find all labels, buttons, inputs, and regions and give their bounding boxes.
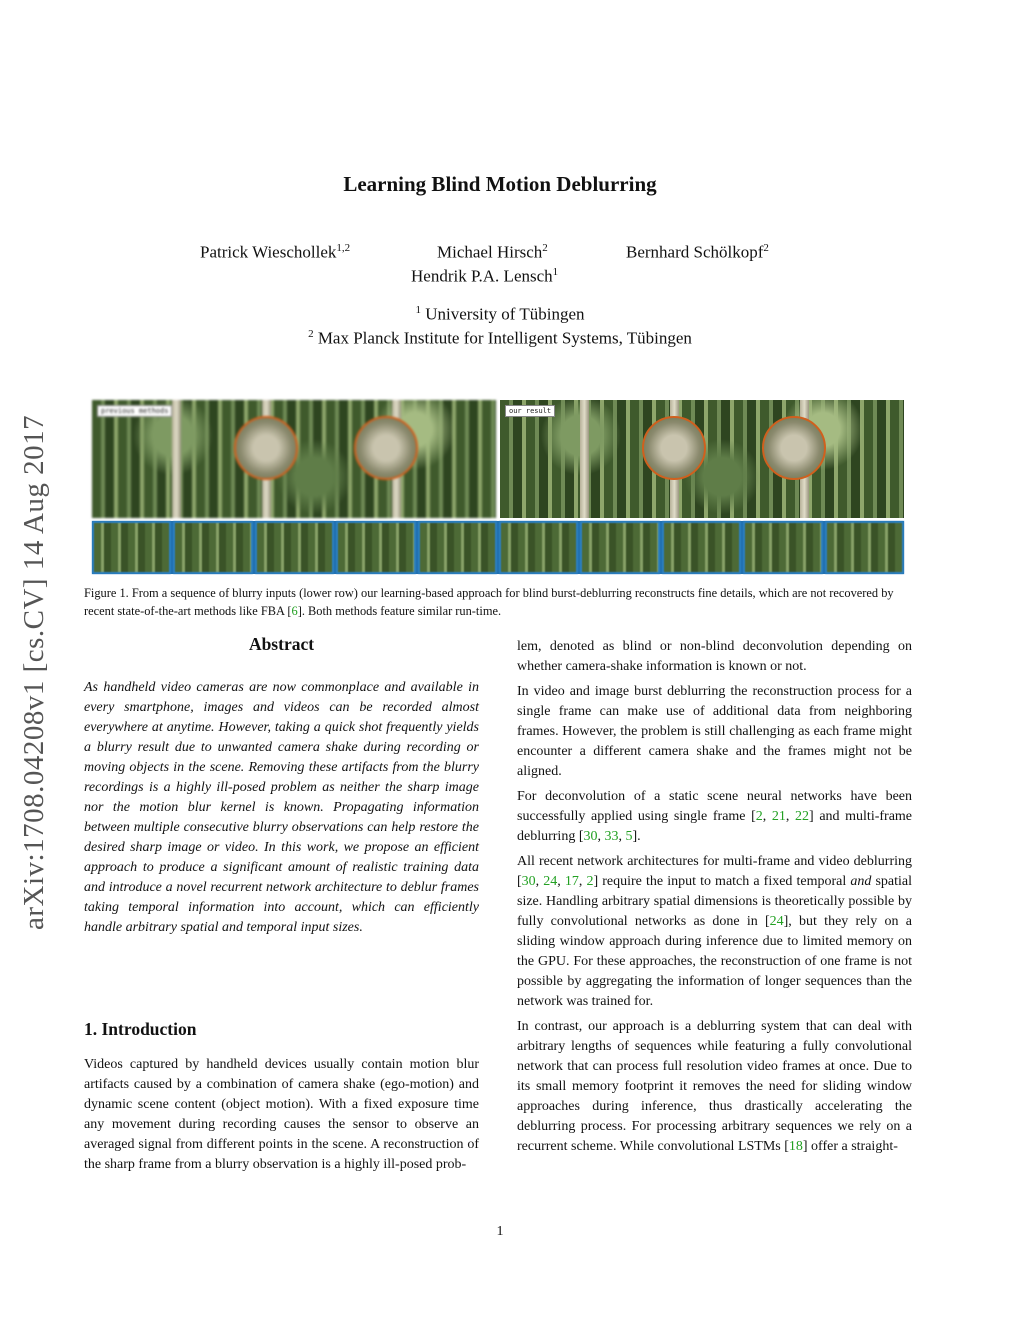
author-name: Hendrik P.A. Lensch bbox=[411, 266, 553, 286]
paragraph: For deconvolution of a static scene neural networks have been successfully applied using single frame [2, 21, 22] and multi-frame deblurring [30, 33, 5]. bbox=[517, 789, 913, 844]
citation-link[interactable]: 24 bbox=[543, 874, 558, 889]
introduction-heading: 1. Introduction bbox=[84, 1019, 197, 1039]
zoom-inset-circle bbox=[642, 416, 706, 480]
citation-link[interactable]: 21 bbox=[771, 809, 786, 824]
text: In contrast, our approach is a deblurring system that can deal with arbitrary lengths of sequences while featuring a fully convolutional network that can process full resolution video frames at once. Due to its small memory footprint it removes the need for sliding window approaches during inference, thus drastically accelerating the deblurring process. For processing arbitrary sequences we rely on a recurrent scheme. While convolutional LSTMs [ bbox=[517, 1019, 912, 1154]
citation-link[interactable]: 30 bbox=[521, 874, 536, 889]
citation-link[interactable]: 22 bbox=[795, 809, 810, 824]
zoom-inset-circle bbox=[234, 416, 298, 480]
author-1 bbox=[200, 242, 350, 263]
affiliation-1 bbox=[0, 304, 1000, 325]
citation-link[interactable]: 2 bbox=[586, 874, 594, 889]
emphasis: and bbox=[850, 874, 872, 889]
author-name: Michael Hirsch bbox=[437, 242, 543, 262]
blurry-frame-thumbnail bbox=[255, 521, 334, 574]
blurry-frame-thumbnail bbox=[743, 521, 822, 574]
our-result-panel bbox=[500, 400, 904, 518]
blurry-frame-thumbnail bbox=[418, 521, 497, 574]
author-name: Bernhard Schölkopf bbox=[626, 242, 764, 262]
citation-link[interactable]: 33 bbox=[604, 829, 619, 844]
text: ]. bbox=[632, 829, 641, 844]
paper-title: Learning Blind Motion Deblurring bbox=[343, 172, 657, 196]
caption-text: Figure 1. From a sequence of blurry inputs (lower row) our learning-based approach for blind burst-deblurring reconstructs fine details, which are not recovered by recent state-of-the-art methods like FBA [ bbox=[84, 586, 894, 618]
author-sup: 1,2 bbox=[336, 242, 351, 254]
right-column bbox=[517, 637, 912, 1162]
page-number: 1 bbox=[496, 1224, 504, 1239]
citation-link[interactable]: 24 bbox=[769, 914, 784, 929]
previous-methods-panel bbox=[92, 400, 496, 518]
citation-link[interactable]: 6 bbox=[291, 604, 298, 618]
previous-methods-label: previous methods bbox=[97, 405, 172, 417]
tree-trunk bbox=[172, 400, 181, 518]
author-sup: 2 bbox=[542, 242, 548, 254]
author-sup: 1 bbox=[552, 266, 559, 278]
paragraph: In video and image burst deblurring the reconstruction process for a single frame can make use of additional data from neighboring frames. However, the problem is still challenging as each frame might encounter a different camera shake and the frames might not be aligned. bbox=[517, 684, 912, 779]
zoom-inset-circle bbox=[354, 416, 418, 480]
affiliation-text: University of Tübingen bbox=[425, 304, 585, 324]
blurry-input-strip bbox=[92, 521, 904, 574]
text: ] require the input to match a fixed temporal bbox=[593, 874, 851, 889]
paragraph bbox=[517, 1017, 912, 1157]
author-2 bbox=[437, 242, 548, 263]
blurry-frame-thumbnail bbox=[173, 521, 252, 574]
author-3 bbox=[626, 242, 769, 263]
introduction-text: Videos captured by handheld devices usually contain motion blur artifacts caused by a combination of camera shake (ego-motion) and dynamic scene content (object motion). With a fixed exposure time any movement during recording causes the sensor to observe an averaged signal from different points in the scene. A reconstruction of the sharp frame from a blurry observation is a highly ill-posed prob- bbox=[84, 1057, 479, 1172]
affiliation-2 bbox=[0, 328, 1000, 349]
text: ] and multi-frame deblurring [ bbox=[517, 809, 913, 844]
citation-link[interactable]: 30 bbox=[583, 829, 598, 844]
author-name: Patrick Wieschollek bbox=[200, 242, 337, 262]
text: For deconvolution of a static scene neural networks have been successfully applied using single frame [ bbox=[517, 789, 912, 824]
paragraph: All recent network architectures for multi-frame and video deblurring [30, 24, 17, 2] require the input to match a fixed temporal and spatial size. Handling arbitrary spatial dimensions is theoretically possible by fully convolutional networks as done in [24], but they rely on a sliding window approach during inference due to limited memory on the GPU. For these approaches, the reconstruction of one frame is not possible by aggregating the information of longer sequences than the network was trained for. bbox=[517, 854, 913, 1009]
citation-link[interactable]: 18 bbox=[788, 1139, 803, 1154]
caption-text: ]. Both methods feature similar run-time. bbox=[297, 604, 502, 618]
arxiv-identifier: arXiv:1708.04208v1 [cs.CV] 14 Aug 2017 bbox=[18, 414, 50, 930]
citation-link[interactable]: 17 bbox=[564, 874, 579, 889]
text: ], but they rely on a sliding window approach during inference due to limited memory on the GPU. For these approaches, the reconstruction of one frame is not possible by aggregating the information of longer sequences than the network was trained for. bbox=[517, 914, 912, 1009]
author-sup: 2 bbox=[763, 242, 769, 254]
text: ] offer a straight- bbox=[802, 1139, 898, 1154]
blurry-frame-thumbnail bbox=[825, 521, 904, 574]
figure-1 bbox=[92, 400, 904, 574]
tree-trunk bbox=[580, 400, 589, 518]
abstract-heading: Abstract bbox=[248, 634, 315, 654]
text: All recent network architectures for multi-frame and video deblurring [ bbox=[517, 854, 912, 889]
paragraph: lem, denoted as blind or non-blind deconvolution depending on whether camera-shake information is known or not. bbox=[517, 639, 912, 674]
our-result-label: our result bbox=[505, 405, 555, 417]
blurry-frame-thumbnail bbox=[580, 521, 659, 574]
blurry-frame-thumbnail bbox=[336, 521, 415, 574]
abstract-text: As handheld video cameras are now commonplace and available in every smartphone, images and videos can be recorded almost everywhere at anytime. However, taking a quick shot frequently yields a blurry result due to unwanted camera shake during recording or moving objects in the scene. Removing these artifacts from the blurry recordings is a highly ill-posed problem as neither the sharp image nor the motion blur kernel is known. Propagating information between multiple consecutive blurry observations can help restore the desired sharp image or video. In this work, we propose an efficient approach to produce a significant amount of realistic training data and introduce a novel recurrent network architecture to deblur frames taking temporal information into account, which can efficiently handle arbitrary spatial and temporal input sizes. bbox=[84, 680, 479, 935]
affiliation-text: Max Planck Institute for Intelligent Systems, Tübingen bbox=[317, 328, 692, 348]
citation-link[interactable]: 2 bbox=[755, 809, 763, 824]
citation-link[interactable]: 5 bbox=[625, 829, 633, 844]
affiliation-sup: 2 bbox=[308, 328, 314, 340]
affiliation-sup: 1 bbox=[415, 304, 421, 316]
author-4 bbox=[411, 266, 558, 287]
zoom-inset-circle bbox=[762, 416, 826, 480]
blurry-frame-thumbnail bbox=[499, 521, 578, 574]
blurry-frame-thumbnail bbox=[662, 521, 741, 574]
text: spatial size. Handling arbitrary spatial dimensions is theoretically possible by fully convolutional networks as done in [ bbox=[517, 874, 913, 929]
blurry-frame-thumbnail bbox=[92, 521, 171, 574]
figure-caption bbox=[84, 584, 914, 620]
